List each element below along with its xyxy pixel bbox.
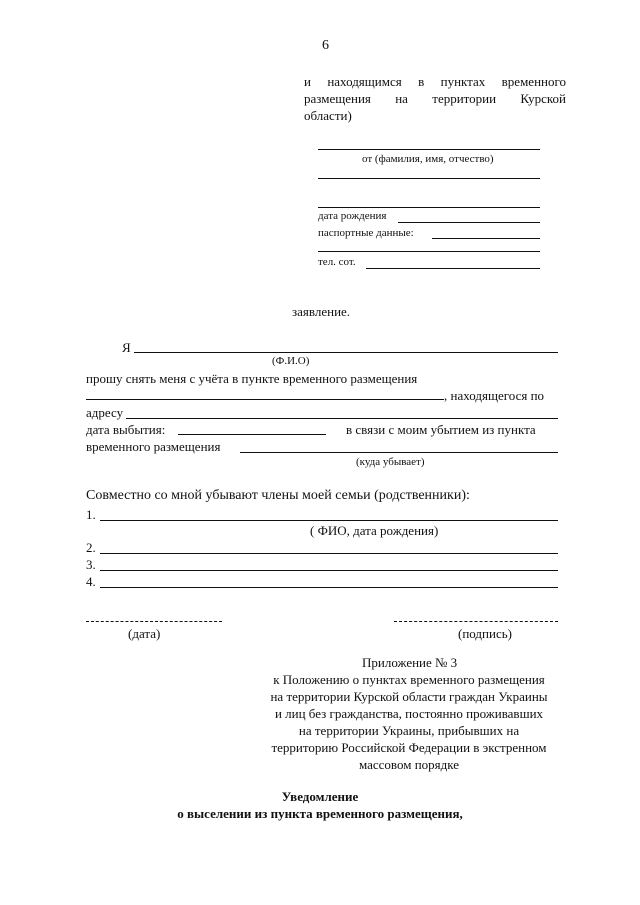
family-item-4-label: 4.: [86, 574, 96, 589]
departure-label: дата выбытия:: [86, 422, 166, 437]
appendix-line-6: массовом порядке: [358, 757, 460, 772]
statement-title: заявление.: [292, 304, 351, 319]
date-field[interactable]: [86, 621, 222, 622]
appendix-line-1: к Положению о пунктах временного размещения: [273, 672, 545, 687]
family-item-2-field[interactable]: [100, 553, 558, 554]
notice-title: Уведомление: [281, 789, 359, 804]
fio-line[interactable]: [318, 149, 540, 150]
address-label: адресу: [86, 405, 124, 420]
from-extra-line[interactable]: [318, 207, 540, 208]
appendix-line-5: территорию Российской Федерации в экстренном: [271, 740, 547, 755]
family-item-2-label: 2.: [86, 540, 96, 555]
family-item-3-field[interactable]: [100, 570, 558, 571]
family-item-3-label: 3.: [86, 557, 96, 572]
applicant-name-field[interactable]: [134, 352, 558, 353]
appendix-line-4: на территории Украины, прибывших на: [298, 723, 520, 738]
passport-field-2[interactable]: [318, 251, 540, 252]
family-item-1-field[interactable]: [100, 520, 558, 521]
family-caption: ( ФИО, дата рождения): [310, 523, 439, 538]
departure-date-field[interactable]: [178, 434, 326, 435]
destination-field[interactable]: [240, 452, 558, 453]
reason-text: в связи с моим убытием из пункта: [346, 422, 536, 437]
birth-label: дата рождения: [318, 210, 387, 222]
appendix-line-2: на территории Курской области граждан Украины: [270, 689, 548, 704]
notice-subtitle: о выселении из пункта временного размещения,: [177, 806, 463, 821]
fio-caption: от (фамилия, имя, отчество): [362, 153, 494, 165]
family-intro: Совместно со мной убывают члены моей семьи (родственники):: [86, 488, 470, 503]
phone-label: тел. сот.: [318, 256, 356, 268]
date-caption: (дата): [128, 626, 161, 641]
family-item-1-label: 1.: [86, 507, 96, 522]
page-number: 6: [322, 38, 329, 53]
phone-field[interactable]: [366, 268, 540, 269]
address-field[interactable]: [126, 418, 558, 419]
destination-caption: (куда убывает): [356, 456, 425, 468]
passport-field[interactable]: [432, 238, 540, 239]
header-line-2: размещения на территории Курской: [304, 91, 566, 106]
ya-label: Я: [122, 340, 131, 355]
signature-field[interactable]: [394, 621, 558, 622]
request-line: прошу снять меня с учёта в пункте временного размещения: [86, 371, 418, 386]
placement-label: временного размещения: [86, 439, 221, 454]
appendix-title: Приложение № 3: [362, 655, 458, 670]
appendix-line-3: и лиц без гражданства, постоянно проживавших: [274, 706, 544, 721]
signature-caption: (подпись): [458, 626, 512, 641]
fio-caption-body: (Ф.И.О): [272, 355, 310, 367]
located-at: , находящегося по: [444, 388, 545, 403]
birth-field[interactable]: [398, 222, 540, 223]
header-line-3: области): [304, 108, 352, 123]
family-item-4-field[interactable]: [100, 587, 558, 588]
placement-name-field[interactable]: [86, 399, 444, 400]
header-line-1: и находящимся в пунктах временного: [304, 74, 566, 89]
fio-line-2[interactable]: [318, 178, 540, 179]
passport-label: паспортные данные:: [318, 227, 414, 239]
